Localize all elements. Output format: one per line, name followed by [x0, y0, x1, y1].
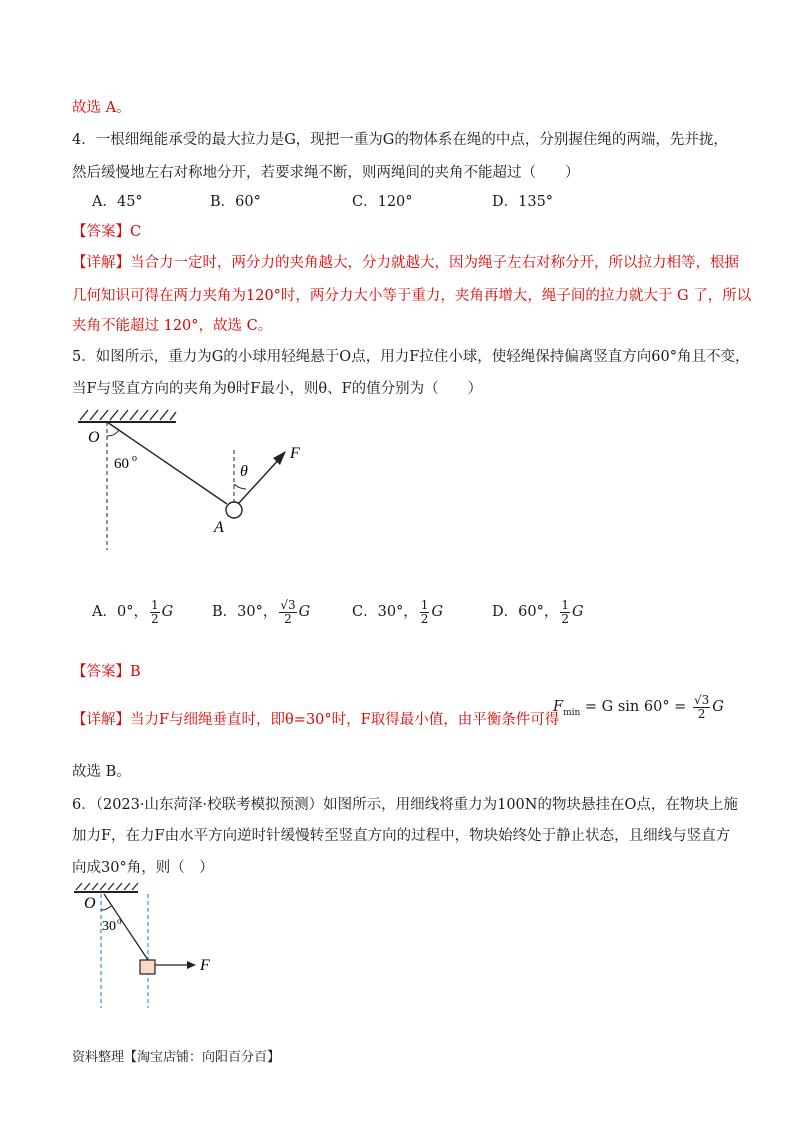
q6-label-angle: 30 [102, 919, 116, 934]
q5-option-b: B．30°， $\frac{√3}{2}$ G [212, 597, 311, 626]
q4-answer: 【答案】C [72, 224, 142, 240]
q6-figure [70, 880, 250, 1015]
q4-option-d: D．135° [492, 194, 554, 210]
q5-stem-line1: 5．如图所示，重力为G的小球用轻绳悬于O点，用力F拉住小球，使轻绳保持偏离竖直方向60°角且不变， [72, 349, 750, 365]
q4-option-c: C．120° [352, 194, 413, 210]
q4-detail-line1: 【详解】当合力一定时，两分力的夹角越大，分力就越大，因为绳子左右对称分开，所以拉力相等，根据 [72, 255, 739, 271]
q5-label-angle-deg: o [132, 453, 137, 464]
q5-answer: 【答案】B [72, 664, 141, 680]
q4-detail-line2: 几何知识可得在两力夹角为120°时，两分力大小等于重力，夹角再增大，绳子间的拉力就大于 G 了，所以 [72, 288, 752, 304]
q5-label-a: A [214, 519, 224, 536]
q6-block [140, 960, 155, 974]
q6-label-o: O [84, 895, 96, 912]
q5-label-theta: θ [240, 463, 248, 480]
q5-label-f: F [290, 445, 300, 462]
q4-stem-line1: 4．一根细绳能承受的最大拉力是G，现把一重为G的物体系在绳的中点，分别握住绳的两端，先并拢， [72, 132, 728, 148]
q6-label-angle-deg: o [117, 916, 122, 926]
q4-option-a: A．45° [92, 194, 143, 210]
q5-option-d: D．60°， $\frac{1}{2}$ G [492, 597, 584, 626]
q5-detail: 【详解】当力F与细绳垂直时，即θ=30°时，F取得最小值，由平衡条件可得 [72, 712, 560, 728]
q5-label-angle: 60 [114, 456, 129, 472]
q6-stem-line2: 加力F，在力F由水平方向逆时针缓慢转至竖直方向的过程中，物块始终处于静止状态，且细线与竖直方 [72, 828, 731, 844]
q6-label-f: F [200, 957, 210, 974]
q4-detail-line3: 夹角不能超过 120°，故选 C。 [72, 318, 273, 334]
prev-conclusion: 故选 A。 [72, 100, 131, 116]
q5-conclusion: 故选 B。 [72, 764, 131, 780]
q5-formula: $F_{min} = G$ sin 60° = $\frac{√3}{2}$ G [553, 692, 724, 721]
q5-label-o: O [88, 429, 100, 446]
q4-stem-line2: 然后缓慢地左右对称地分开，若要求绳不断，则两绳间的夹角不能超过（ ） [72, 165, 580, 181]
q6-stem-line3: 向成30°角，则（ ） [72, 860, 214, 876]
footer-source: 资料整理【淘宝店铺：向阳百分百】 [72, 1050, 281, 1065]
q4-option-b: B．60° [210, 194, 261, 210]
q5-option-c: C．30°， $\frac{1}{2}$ G [352, 597, 444, 626]
q5-stem-line2: 当F与竖直方向的夹角为θ时F最小，则θ、F的值分别为（ ） [72, 381, 483, 397]
q5-figure [70, 400, 330, 560]
q6-stem-line1: 6．（2023·山东菏泽·校联考模拟预测）如图所示，用细线将重力为100N的物块悬挂在O点，在物块上施 [72, 797, 738, 813]
q5-option-a: A．0°， $\frac{1}{2}$ G [92, 597, 174, 626]
